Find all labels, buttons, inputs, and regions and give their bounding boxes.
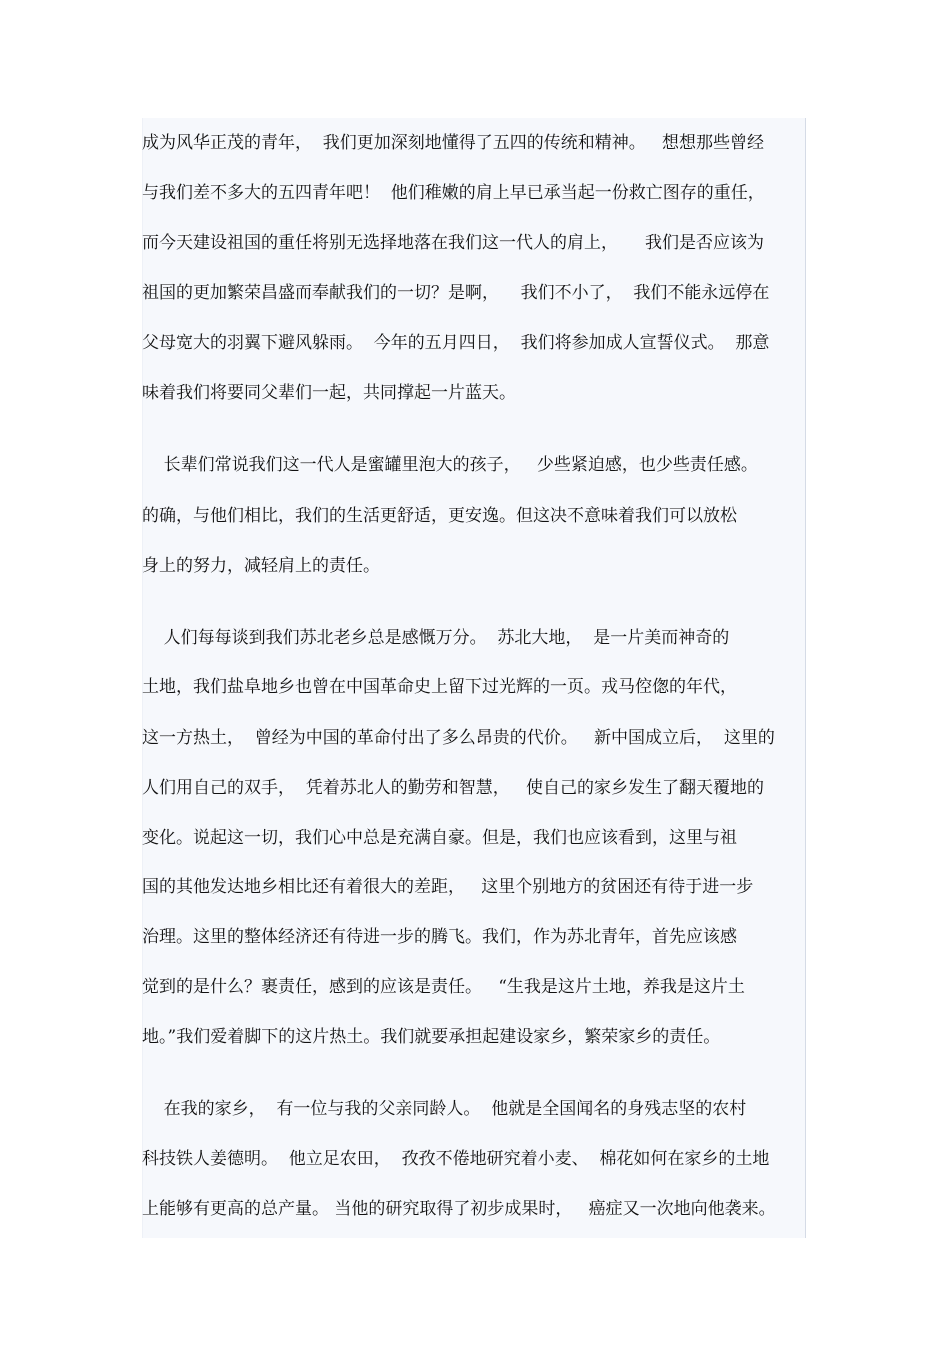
text-line: 人们每每谈到我们苏北老乡总是感慨万分。 苏北大地， 是一片美而神奇的 bbox=[142, 628, 730, 648]
text-line: 祖国的更加繁荣昌盛而奉献我们的一切？是啊， 我们不小了， 我们不能永远停在 bbox=[142, 283, 770, 303]
text-line: 在我的家乡， 有一位与我的父亲同龄人。 他就是全国闻名的身残志坚的农村 bbox=[142, 1099, 747, 1119]
text-line: 变化。说起这一切，我们心中总是充满自豪。但是，我们也应该看到，这里与祖 bbox=[142, 828, 737, 848]
text-line: 土地，我们盐阜地乡也曾在中国革命史上留下过光辉的一页。戎马倥偬的年代， bbox=[142, 677, 737, 697]
text-line: 这一方热土， 曾经为中国的革命付出了多么昂贵的代价。 新中国成立后， 这里的 bbox=[142, 728, 775, 748]
text-line: 味着我们将要同父辈们一起，共同撑起一片蓝天。 bbox=[142, 383, 516, 403]
text-line: 人们用自己的双手， 凭着苏北人的勤劳和智慧， 使自己的家乡发生了翻天覆地的 bbox=[142, 778, 765, 798]
text-line: 地。”我们爱着脚下的这片热土。我们就要承担起建设家乡，繁荣家乡的责任。 bbox=[142, 1027, 721, 1047]
text-line: 与我们差不多大的五四青年吧！ 他们稚嫩的肩上早已承当起一份救亡图存的重任， bbox=[142, 183, 765, 203]
text-line: 父母宽大的羽翼下避风躲雨。 今年的五月四日， 我们将参加成人宣誓仪式。 那意 bbox=[142, 333, 770, 353]
text-line: 身上的努力，减轻肩上的责任。 bbox=[142, 556, 380, 576]
text-line: 而今天建设祖国的重任将别无选择地落在我们这一代人的肩上， 我们是否应该为 bbox=[142, 233, 765, 253]
text-line: 觉到的是什么？裹责任，感到的应该是责任。 “生我是这片土地，养我是这片土 bbox=[142, 977, 745, 997]
text-line: 长辈们常说我们这一代人是蜜罐里泡大的孩子， 少些紧迫感，也少些责任感。 bbox=[142, 455, 758, 475]
text-line: 成为风华正茂的青年， 我们更加深刻地懂得了五四的传统和精神。 想想那些曾经 bbox=[142, 133, 765, 153]
text-line: 的确，与他们相比，我们的生活更舒适，更安逸。但这决不意味着我们可以放松 bbox=[142, 506, 737, 526]
text-line: 科技铁人姜德明。 他立足农田， 孜孜不倦地研究着小麦、 棉花如何在家乡的土地 bbox=[142, 1149, 770, 1169]
text-line: 治理。这里的整体经济还有待进一步的腾飞。我们，作为苏北青年，首先应该感 bbox=[142, 927, 737, 947]
text-line: 国的其他发达地乡相比还有着很大的差距， 这里个别地方的贫困还有待于进一步 bbox=[142, 877, 754, 897]
text-line: 上能够有更高的总产量。 当他的研究取得了初步成果时， 癌症又一次地向他袭来。 bbox=[142, 1199, 776, 1219]
